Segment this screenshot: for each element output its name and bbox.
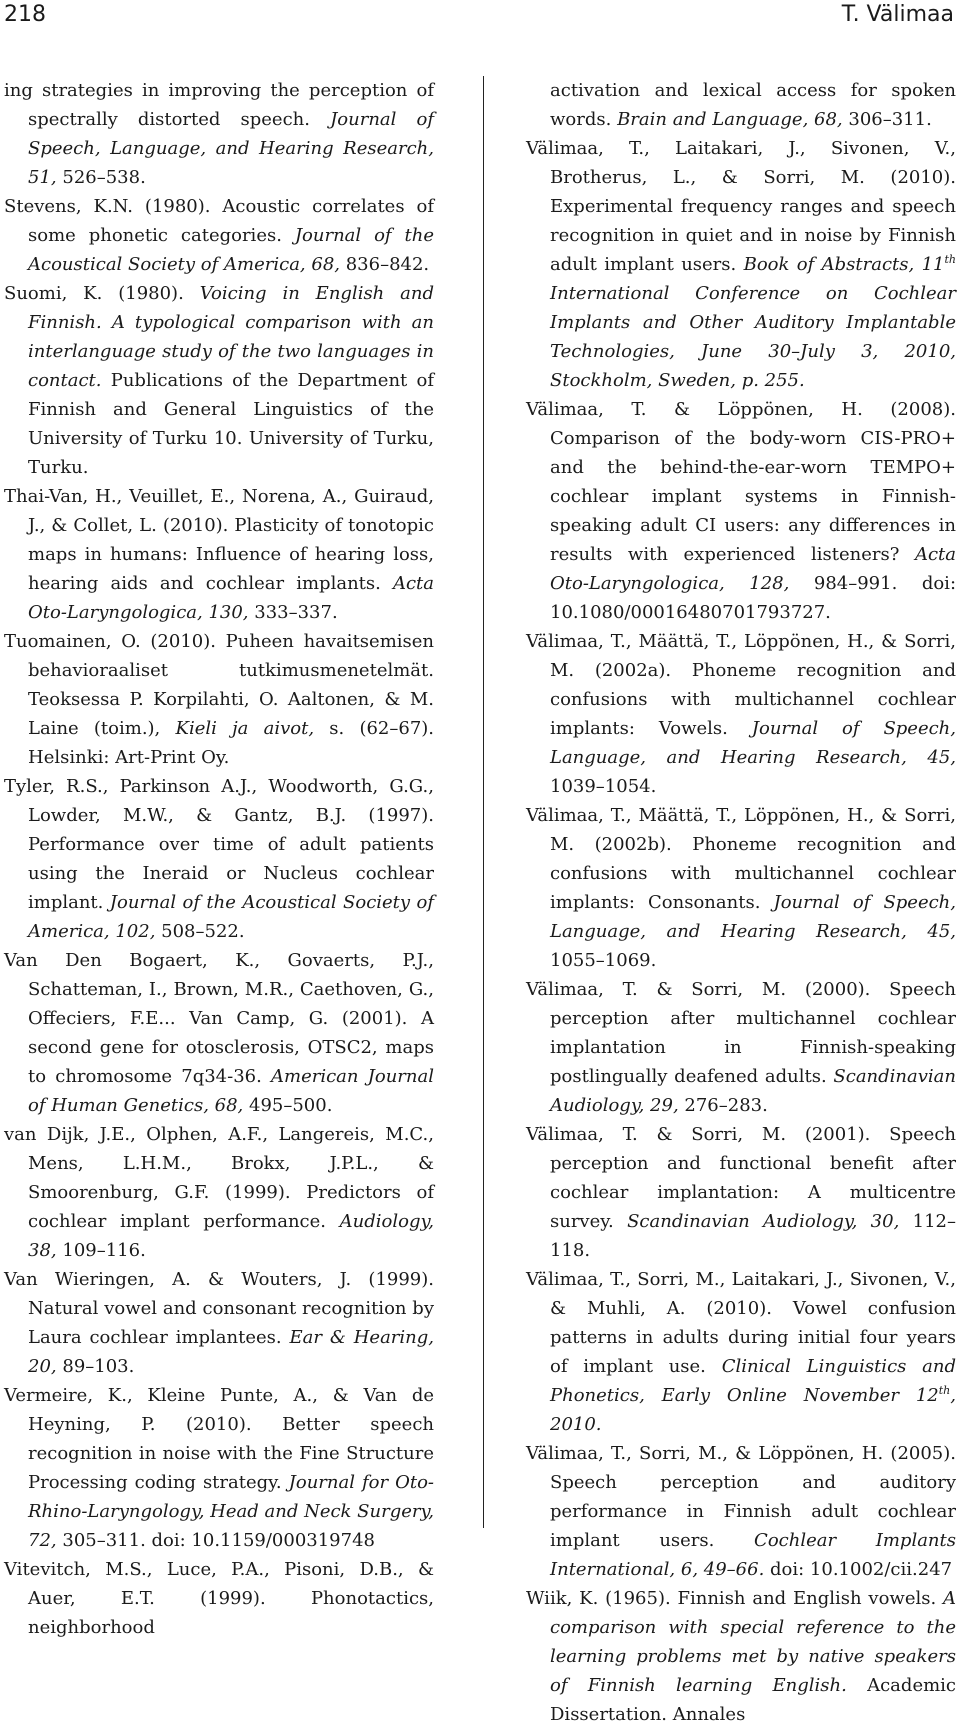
reference-text: Journal of Speech, Language, and Hearing Research, 45, xyxy=(550,718,956,768)
reference-text: Van Den Bogaert, K., Govaerts, P.J., Schatteman, I., Brown, M.R., Caethoven, G., Offeciers, F.E... Van Camp, G. (2001). A second gene for otosclerosis, OTSC2, maps to chromosome 7q34-36. xyxy=(4,950,434,1087)
reference-entry xyxy=(526,801,956,975)
reference-entry xyxy=(4,1120,434,1265)
reference-text: American Journal of Human Genetics, 68, xyxy=(28,1066,434,1116)
reference-text: Välimaa, T. & Löppönen, H. (2008). Comparison of the body-worn CIS-PRO+ and the behind-the-ear-worn TEMPO+ cochlear implant systems in Finnish-speaking adult CI users: any differences in results with experienced listeners? xyxy=(526,399,956,565)
reference-text: Thai-Van, H., Veuillet, E., Norena, A., Guiraud, J., & Collet, L. (2010). Plasticity of tonotopic maps in humans: Influence of hearing loss, hearing aids and cochlear implants. xyxy=(4,486,434,594)
reference-text: s. (62–67). Helsinki: Art-Print Oy. xyxy=(28,718,435,768)
reference-entry xyxy=(526,395,956,627)
reference-text: , 2010. xyxy=(550,1385,956,1435)
reference-entry xyxy=(4,1555,434,1642)
reference-entry xyxy=(4,1265,434,1381)
reference-text: Journal of Speech, Language, and Hearing Research, 45, xyxy=(550,892,956,942)
reference-text: Ear & Hearing, 20, xyxy=(28,1327,434,1377)
reference-entry xyxy=(526,1265,956,1439)
reference-text: 836–842. xyxy=(340,254,430,275)
reference-text: A comparison with special reference to the learning problems met by native speakers of Finnish learning English. xyxy=(550,1588,956,1696)
reference-entry xyxy=(4,76,434,192)
reference-text: 333–337. xyxy=(248,602,338,623)
reference-entry xyxy=(526,134,956,395)
reference-text: Välimaa, T., Määttä, T., Löppönen, H., & Sorri, M. (2002a). Phoneme recognition and confusions with multichannel cochlear implants: Vowels. xyxy=(526,631,956,739)
reference-text: 89–103. xyxy=(56,1356,135,1377)
reference-text: 1055–1069. xyxy=(550,950,657,971)
reference-entry xyxy=(4,772,434,946)
reference-text: Book of Abstracts, 11 xyxy=(743,254,945,275)
reference-text: 526–538. xyxy=(56,167,146,188)
reference-text: Journal of the Acoustical Society of America, 102, xyxy=(28,892,434,942)
reference-text: Välimaa, T. & Sorri, M. (2000). Speech perception after multichannel cochlear implantation in Finnish-speaking postlingually deafened adults. xyxy=(526,979,956,1087)
reference-text: 112–118. xyxy=(550,1211,957,1261)
reference-text: th xyxy=(938,1384,951,1397)
reference-entry xyxy=(4,482,434,627)
reference-entry xyxy=(526,1120,956,1265)
reference-text: Kieli ja aivot, xyxy=(175,718,315,739)
reference-text: Suomi, K. (1980). xyxy=(4,283,200,304)
reference-text: Vitevitch, M.S., Luce, P.A., Pisoni, D.B., & Auer, E.T. (1999). Phonotactics, neighborhood xyxy=(4,1559,434,1638)
reference-text: Acta Oto-Laryngologica, 128, xyxy=(550,544,956,594)
reference-text: Journal of the Acoustical Society of America, 68, xyxy=(28,225,434,275)
reference-text: 495–500. xyxy=(243,1095,333,1116)
reference-text: Välimaa, T., Sorri, M., & Löppönen, H. (2005). Speech perception and auditory performance in Finnish adult cochlear implant users. xyxy=(526,1443,956,1551)
reference-text: Journal for Oto-Rhino-Laryngology, Head and Neck Surgery, 72, xyxy=(28,1472,434,1551)
reference-entry xyxy=(4,279,434,482)
reference-text: 984–991. doi: 10.1080/00016480701793727. xyxy=(550,573,957,623)
reference-text: Wiik, K. (1965). Finnish and English vowels. xyxy=(526,1588,943,1609)
reference-entry xyxy=(526,76,956,134)
reference-text: th xyxy=(944,253,956,266)
reference-text: Välimaa, T. & Sorri, M. (2001). Speech perception and functional benefit after cochlear implantation: A multicentre survey. xyxy=(526,1124,956,1232)
reference-text: ing strategies in improving the perception of spectrally distorted speech. xyxy=(4,80,434,130)
reference-text: Journal of Speech, Language, and Hearing Research, 51, xyxy=(28,109,434,188)
reference-text: Tyler, R.S., Parkinson A.J., Woodworth, G.G., Lowder, M.W., & Gantz, B.J. (1997). Performance over time of adult patients using the Ineraid or Nucleus cochlear implant. xyxy=(4,776,434,913)
reference-text: Stevens, K.N. (1980). Acoustic correlates of some phonetic categories. xyxy=(4,196,434,246)
reference-text: 276–283. xyxy=(678,1095,768,1116)
reference-text: Academic Dissertation. Annales xyxy=(550,1675,956,1725)
reference-entry xyxy=(4,192,434,279)
references-right-column xyxy=(526,76,956,1729)
reference-text: Välimaa, T., Laitakari, J., Sivonen, V., Brotherus, L., & Sorri, M. (2010). Experimental frequency ranges and speech recognition in quiet and in noise by Finnish adult implant users. xyxy=(526,138,956,275)
reference-text: Audiology, 38, xyxy=(28,1211,434,1261)
reference-text: activation and lexical access for spoken words. xyxy=(550,80,956,130)
reference-entry xyxy=(526,975,956,1120)
reference-text: 109–116. xyxy=(56,1240,146,1261)
running-head: T. Välimaa xyxy=(841,2,954,27)
reference-text: van Dijk, J.E., Olphen, A.F., Langereis, M.C., Mens, L.H.M., Brokx, J.P.L., & Smoorenburg, G.F. (1999). Predictors of cochlear implant performance. xyxy=(4,1124,434,1232)
reference-text: Acta Oto-Laryngologica, 130, xyxy=(28,573,434,623)
reference-text: Tuomainen, O. (2010). Puheen havaitsemisen behavioraaliset tutkimusmenetelmät. Teoksessa P. Korpilahti, O. Aaltonen, & M. Laine (toim.), xyxy=(4,631,434,739)
reference-entry xyxy=(4,1381,434,1555)
column-divider xyxy=(483,76,484,1528)
reference-text: Välimaa, T., Sorri, M., Laitakari, J., Sivonen, V., & Muhli, A. (2010). Vowel confusion patterns in adults during initial four years of implant use. xyxy=(526,1269,956,1377)
reference-entry xyxy=(526,627,956,801)
reference-text: Scandinavian Audiology, 30, xyxy=(627,1211,900,1232)
references-left-column xyxy=(4,76,434,1642)
reference-text: 508–522. xyxy=(155,921,245,942)
reference-text: International Conference on Cochlear Implants and Other Auditory Implantable Technologies, June 30–July 3, 2010, Stockholm, Sweden, p. 255. xyxy=(550,283,956,391)
page-number: 218 xyxy=(4,2,46,27)
reference-text: Välimaa, T., Määttä, T., Löppönen, H., & Sorri, M. (2002b). Phoneme recognition and confusions with multichannel cochlear implants: Consonants. xyxy=(526,805,956,913)
reference-entry xyxy=(526,1584,956,1729)
reference-entry xyxy=(526,1439,956,1584)
reference-entry xyxy=(4,946,434,1120)
reference-text: 305–311. doi: 10.1159/000319748 xyxy=(56,1530,375,1551)
reference-text: Brain and Language, 68, xyxy=(617,109,843,130)
reference-text: Scandinavian Audiology, 29, xyxy=(550,1066,956,1116)
reference-text: Publications of the Department of Finnish and General Linguistics of the University of Turku 10. University of Turku, Turku. xyxy=(28,370,434,478)
reference-text: Van Wieringen, A. & Wouters, J. (1999). Natural vowel and consonant recognition by Laura cochlear implantees. xyxy=(4,1269,434,1348)
page-header xyxy=(0,0,960,40)
reference-text: Cochlear Implants International, 6, 49–66. xyxy=(550,1530,956,1580)
reference-text: Clinical Linguistics and Phonetics, Early Online November 12 xyxy=(550,1356,957,1406)
reference-text: Vermeire, K., Kleine Punte, A., & Van de Heyning, P. (2010). Better speech recognition in noise with the Fine Structure Processing coding strategy. xyxy=(4,1385,434,1493)
reference-text: 1039–1054. xyxy=(550,776,657,797)
reference-text: Voicing in English and Finnish. A typological comparison with an interlanguage study of the two languages in contact. xyxy=(28,283,435,391)
reference-text: doi: 10.1002/cii.247 xyxy=(764,1559,953,1580)
reference-entry xyxy=(4,627,434,772)
reference-text: 306–311. xyxy=(842,109,932,130)
